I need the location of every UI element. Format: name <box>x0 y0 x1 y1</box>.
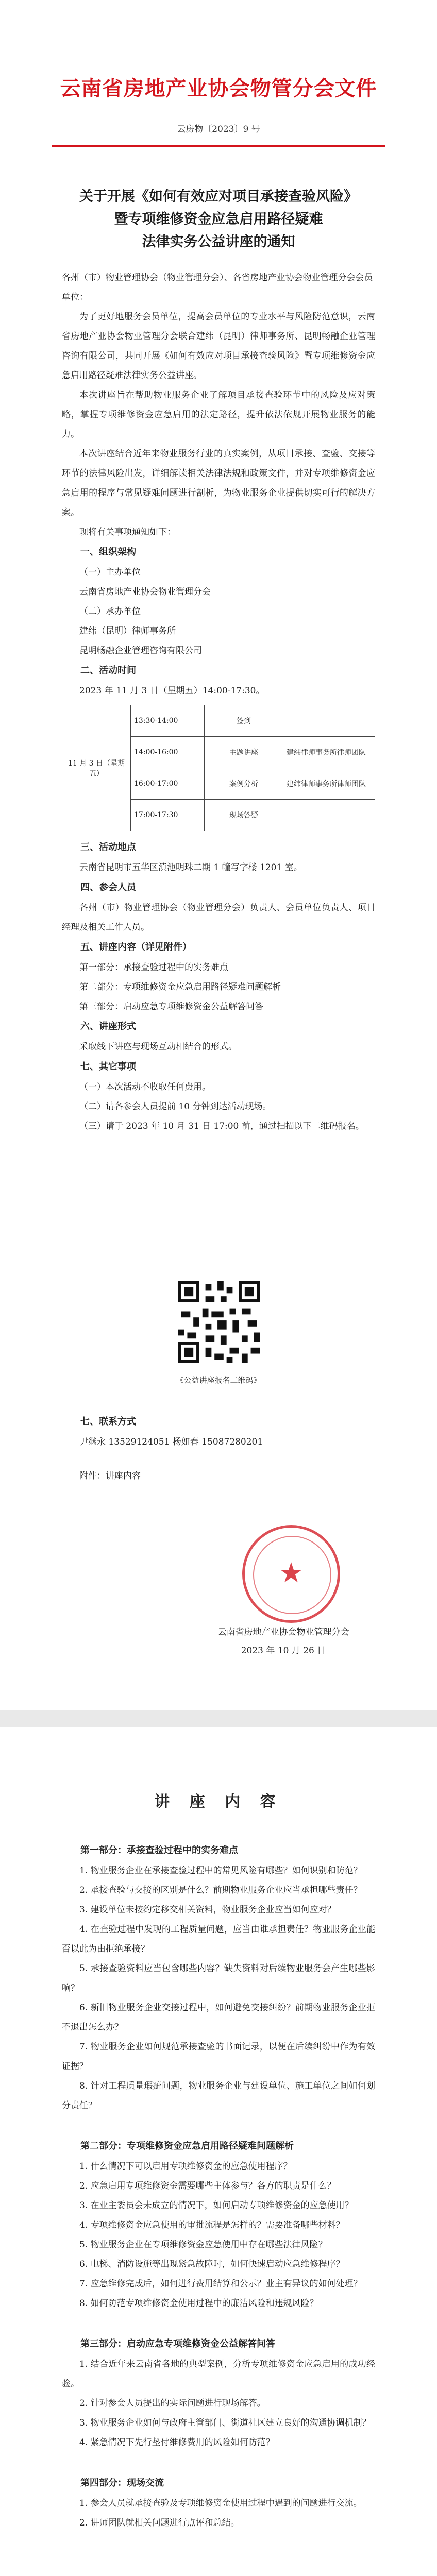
official-seal <box>242 1525 340 1623</box>
subsection-heading: （二）承办单位 <box>79 606 141 617</box>
section-heading: 五、讲座内容（详见附件） <box>80 942 192 953</box>
lecture-content-page <box>0 1727 437 2576</box>
co-organizer: 建纬（昆明）律师事务所 <box>79 626 176 636</box>
part-heading: 第一部分：承接查验过程中的实务难点 <box>80 1845 238 1856</box>
registration-qr-code[interactable] <box>175 1278 263 1366</box>
lecture-item: 6. 新旧物业服务企业交接过程中，如何避免交接纠纷？前期物业服务企业拒不退出怎么办？ <box>62 2003 375 2032</box>
lecture-item: 7. 应急维修完成后，如何进行费用结算和公示？业主有异议的如何处理？ <box>79 2279 362 2289</box>
content-item: 第一部分：承接查验过程中的实务难点 <box>79 962 228 973</box>
schedule-table <box>62 705 375 831</box>
seal-star-icon: ★ <box>278 1556 304 1589</box>
lecture-item: 2. 应急启用专项维修资金需要哪些主体参与？各方的职责是什么？ <box>79 2181 336 2191</box>
part-heading: 第四部分：现场交流 <box>80 2478 164 2488</box>
schedule-date: 11 月 3 日（星期五） <box>62 705 131 831</box>
qr-code-icon <box>175 1278 263 1366</box>
schedule-time: 14:00-16:00 <box>131 737 205 768</box>
participants: 各州（市）物业管理协会（物业管理分会）负责人、会员单位负责人、项目经理及相关工作人员。 <box>62 903 375 933</box>
schedule-time: 17:00-17:30 <box>131 800 205 831</box>
section-heading: 三、活动地点 <box>80 842 136 853</box>
lecture-item: 6. 电梯、消防设施等出现紧急故障时，如何快速启动应急维修程序？ <box>79 2259 345 2269</box>
notice-title: 关于开展《如何有效应对项目承接查验风险》 暨专项维修资金应急启用路径疑难 法律实务公益讲座的通知 <box>79 189 358 250</box>
intro-paragraph: 现将有关事项通知如下： <box>79 527 176 537</box>
lecture-item: 1. 参会人员就承接查验及专项维修资金使用过程中遇到的问题进行交流。 <box>79 2498 362 2509</box>
schedule-item: 案例分析 <box>205 768 283 800</box>
other-item: （二）请各参会人员提前 10 分钟到达活动现场。 <box>79 1101 272 1112</box>
co-organizer: 昆明畅融企业管理咨询有限公司 <box>79 646 202 656</box>
other-item: （三）请于 2023 年 10 月 31 日 17:00 前，通过扫描以下二维码报名。 <box>79 1121 364 1131</box>
content-item: 第二部分：专项维修资金应急启用路径疑难问题解析 <box>79 982 281 992</box>
notice-body <box>62 268 375 1136</box>
schedule-speaker <box>283 705 375 737</box>
signature-block <box>170 1623 397 1660</box>
salutation: 各州（市）物业管理协会（物业管理分会）、各省房地产业协会物业管理分会会员单位： <box>62 273 373 302</box>
section-heading: 一、组织架构 <box>80 547 136 557</box>
lecture-body <box>62 1840 375 2533</box>
event-location: 云南省昆明市五华区滇池明珠二期 1 幢写字楼 1201 室。 <box>79 862 302 873</box>
lecture-item: 2. 承接查验与交接的区别是什么？前期物业服务企业应当承担哪些责任？ <box>79 1885 362 1895</box>
intro-paragraph: 本次讲座旨在帮助物业服务企业了解项目承接查验环节中的风险及应对策略，掌握专项维修资金应急启用的法定路径，提升依法依规开展物业服务的能力。 <box>62 390 375 439</box>
doc-number: 云房物〔2023〕9 号 <box>177 124 260 134</box>
lecture-item: 4. 在查验过程中发现的工程质量问题，应当由谁承担责任？物业服务企业能否以此为由拒绝承接？ <box>62 1924 375 1954</box>
lecture-item: 2. 针对参会人员提出的实际问题进行现场解答。 <box>79 2398 266 2409</box>
section-heading: 六、讲座形式 <box>80 1021 136 1032</box>
content-item: 第三部分：启动应急专项维修资金公益解答问答 <box>79 1002 263 1012</box>
part-heading: 第三部分：启动应急专项维修资金公益解答问答 <box>80 2338 275 2349</box>
lecture-item: 7. 物业服务企业如何规范承接查验的书面记录，以便在后续纠纷中作为有效证据？ <box>62 2042 375 2072</box>
lecture-item: 1. 结合近年来云南省各地的典型案例，分析专项维修资金应急启用的成功经验。 <box>62 2359 375 2389</box>
schedule-time: 13:30-14:00 <box>131 705 205 737</box>
lecture-format: 采取线下讲座与现场互动相结合的形式。 <box>79 1042 237 1052</box>
lecture-item: 3. 建设单位未按约定移交相关资料，物业服务企业应当如何应对？ <box>79 1905 336 1915</box>
section-heading: 四、参会人员 <box>80 882 136 893</box>
organizer: 云南省房地产业协会物业管理分会 <box>79 587 211 597</box>
lecture-item: 8. 针对工程质量瑕疵问题，物业服务企业与建设单位、施工单位之间如何划分责任？ <box>62 2081 375 2111</box>
schedule-time: 16:00-17:00 <box>131 768 205 800</box>
subsection-heading: （一）主办单位 <box>79 567 141 578</box>
lecture-title: 讲 座 内 容 <box>154 1793 283 1811</box>
lecture-item: 5. 物业服务企业在专项维修资金应急使用中存在哪些法律风险？ <box>79 2240 327 2250</box>
qr-caption: 《公益讲座报名二维码》 <box>176 1376 261 1385</box>
lecture-item: 8. 如何防范专项维修资金使用过程中的廉洁风险和违规风险？ <box>79 2298 318 2309</box>
schedule-item: 签到 <box>205 705 283 737</box>
schedule-speaker <box>283 800 375 831</box>
lecture-item: 4. 紧急情况下先行垫付维修费用的风险如何防范？ <box>79 2437 275 2448</box>
lecture-item: 1. 物业服务企业在承接查验过程中的常见风险有哪些？如何识别和防范？ <box>79 1866 362 1876</box>
schedule-item: 主题讲座 <box>205 737 283 768</box>
schedule-speaker: 建纬律师事务所律师团队 <box>283 768 375 800</box>
section-heading: 七、其它事项 <box>80 1061 136 1072</box>
intro-paragraph: 为了更好地服务会员单位，提高会员单位的专业水平与风险防范意识，云南省房地产业协会物业管理分会联合建纬（昆明）律师事务所、昆明畅融企业管理咨询有限公司，共同开展《如何有效应对项目承接查验风险》暨专项维修资金应急启用路径疑难法律实务公益讲座。 <box>62 312 375 381</box>
table-row <box>62 705 375 737</box>
contact-info: 尹继永 13529124051 杨如春 15087280201 <box>79 1437 263 1447</box>
lecture-item: 1. 什么情况下可以启用专项维修资金的应急使用程序？ <box>79 2161 292 2172</box>
section-heading: 二、活动时间 <box>80 665 136 676</box>
lecture-item: 2. 讲师团队就相关问题进行点评和总结。 <box>79 2518 240 2528</box>
lecture-item: 4. 专项维修资金应急使用的审批流程是怎样的？需要准备哪些材料？ <box>79 2220 345 2230</box>
lecture-item: 5. 承接查验资料应当包含哪些内容？缺失资料对后续物业服务会产生哪些影响？ <box>62 1963 375 1993</box>
lecture-item: 3. 物业服务企业如何与政府主管部门、街道社区建立良好的沟通协调机制？ <box>79 2418 371 2428</box>
lecture-item: 3. 在业主委员会未成立的情况下，如何启动专项维修资金的应急使用？ <box>79 2200 354 2211</box>
other-item: （一）本次活动不收取任何费用。 <box>79 1082 211 1092</box>
section-heading: 七、联系方式 <box>80 1416 136 1427</box>
red-divider <box>52 145 385 147</box>
schedule-item: 现场答疑 <box>205 800 283 831</box>
intro-paragraph: 本次讲座结合近年来物业服务行业的真实案例，从项目承接、查验、交接等环节的法律风险出发，详细解读相关法律法规和政策文件，并对专项维修资金应急启用的程序与常见疑难问题进行剖析，为物业服务企业提供切实可行的解决方案。 <box>62 449 375 518</box>
signature-date: 2023 年 10 月 26 日 <box>241 1646 326 1656</box>
org-title: 云南省房地产业协会物管分会文件 <box>60 76 377 100</box>
schedule-speaker: 建纬律师事务所律师团队 <box>283 737 375 768</box>
signature-org: 云南省房地产业协会物业管理分会 <box>217 1627 349 1637</box>
part-heading: 第二部分：专项维修资金应急启用路径疑难问题解析 <box>80 2141 294 2151</box>
attachment-note: 附件：讲座内容 <box>79 1471 141 1481</box>
event-time: 2023 年 11 月 3 日（星期五）14:00-17:30。 <box>79 686 265 696</box>
